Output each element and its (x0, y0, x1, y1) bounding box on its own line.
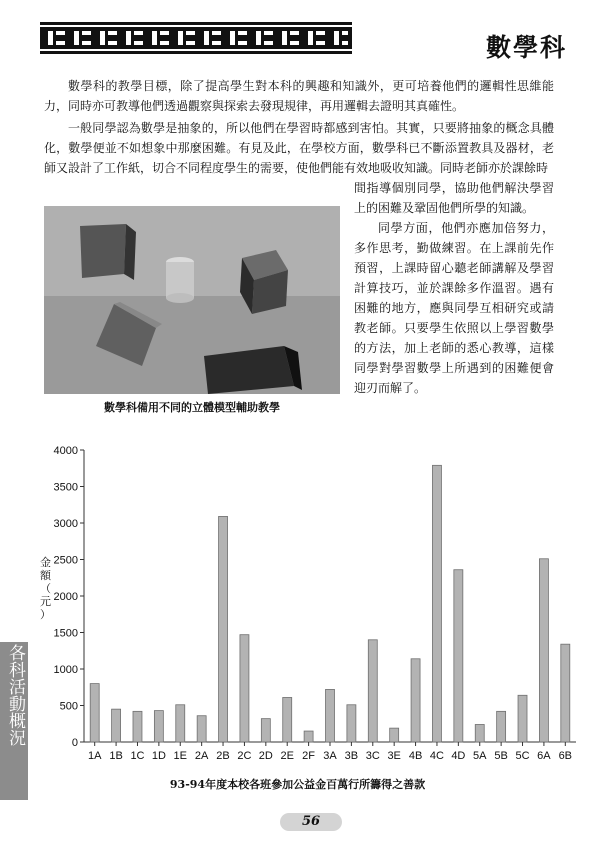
bar-4D (454, 570, 463, 742)
y-tick-label: 4000 (53, 445, 78, 457)
bar-2D (261, 719, 270, 742)
y-tick-label: 2000 (53, 591, 78, 603)
y-axis-label-char: 元 (40, 595, 51, 608)
x-tick-label: 4B (408, 750, 423, 762)
bar-6A (539, 559, 548, 742)
x-tick-label: 2C (237, 750, 252, 762)
bar-1A (90, 684, 99, 742)
paragraph-teaching-continued: 間指導個別同學，協助他們解決學習上的困難及鞏固他們所學的知識。 (354, 181, 554, 215)
bar-6B (561, 644, 570, 742)
chart-caption: 93-94年度本校各班參加公益金百萬行所籌得之善款 (169, 778, 426, 791)
x-tick-label: 1B (109, 750, 123, 762)
x-tick-label: 3C (365, 750, 380, 762)
y-tick-label: 1000 (53, 664, 78, 676)
x-tick-label: 1C (130, 750, 145, 762)
bar-5A (475, 724, 484, 742)
bar-3B (347, 705, 356, 742)
y-axis-label-char: 額 (40, 569, 51, 582)
bar-2B (219, 516, 228, 742)
y-axis-label-char: （ (40, 582, 51, 595)
x-tick-label: 5A (473, 750, 487, 762)
x-tick-label: 1A (87, 750, 102, 762)
x-tick-label: 2D (258, 750, 273, 762)
donation-bar-chart (36, 438, 588, 770)
bar-2A (197, 716, 206, 742)
bar-1B (112, 709, 121, 742)
x-tick-label: 1E (173, 750, 187, 762)
y-axis-label-char: 金 (40, 556, 51, 569)
x-tick-label: 6A (537, 750, 551, 762)
x-tick-label: 1D (151, 750, 166, 762)
paragraph-students: 同學方面，他們亦應加倍努力，多作思考，勤做練習。在上課前先作預習，上課時留心聽老師講解及學習計算技巧，並於課餘多作溫習。遇有困難的地方，應與同學互相研究或請教老師。只要學生依照以上學習數學的方法，加上老師的悉心教導，這樣同學對學習數學上所遇到的困難便會迎刃而解了。 (354, 221, 554, 395)
bar-3A (326, 689, 335, 742)
x-tick-label: 2E (280, 750, 294, 762)
side-tab-label: 各科活動概況 (5, 644, 25, 746)
bar-1D (154, 711, 163, 742)
x-tick-label: 4C (429, 750, 444, 762)
y-axis-label-char: ） (40, 608, 51, 621)
x-tick-label: 3E (387, 750, 401, 762)
y-tick-label: 500 (59, 700, 78, 713)
y-tick-label: 3000 (53, 518, 78, 530)
x-tick-label: 2F (302, 750, 316, 762)
bar-1E (176, 705, 185, 742)
page-number: 56 (280, 813, 342, 831)
section-title: 數學科 (485, 33, 567, 62)
bar-5B (497, 711, 506, 742)
header-ornament-band (40, 22, 352, 54)
x-tick-label: 3A (323, 750, 337, 762)
geometric-models-photo (44, 206, 340, 394)
x-tick-label: 5C (515, 750, 530, 762)
y-tick-label: 1500 (53, 627, 78, 640)
x-tick-label: 5B (494, 750, 508, 762)
y-tick-label: 0 (71, 737, 78, 749)
bar-4B (411, 659, 420, 742)
x-tick-label: 4D (451, 750, 466, 762)
paragraph-teaching: 一般同學認為數學是抽象的，所以他們在學習時都感到害怕。其實，只要將抽象的概念具體化，數學便並不如想象中那麼困難。有見及此，在學校方面，數學科已不斷添置教具及器材，老師又設計了工作紙，切合不同程度學生的需要，使他們能有效地吸收知識。同時老師亦於課餘時 (44, 121, 554, 175)
bar-5C (518, 695, 527, 742)
bar-2E (283, 697, 292, 742)
bar-4C (432, 465, 441, 742)
bar-3C (368, 640, 377, 742)
x-tick-label: 2B (216, 750, 230, 762)
photo-caption: 數學科備用不同的立體模型輔助教學 (104, 401, 280, 414)
x-tick-label: 3B (344, 750, 359, 762)
bar-2F (304, 731, 313, 742)
bar-2C (240, 635, 249, 742)
bar-1C (133, 711, 142, 742)
paragraph-objectives: 數學科的教學目標，除了提高學生對本科的興趣和知識外，更可培養他們的邏輯性思維能力，同時亦可教導他們透過觀察與探索去發現規律，再用邏輯去證明其真確性。 (44, 79, 554, 113)
y-tick-label: 2500 (53, 554, 78, 567)
x-tick-label: 2A (194, 750, 209, 762)
y-tick-label: 3500 (53, 481, 78, 494)
bar-3E (390, 728, 399, 742)
x-tick-label: 6B (558, 750, 573, 762)
